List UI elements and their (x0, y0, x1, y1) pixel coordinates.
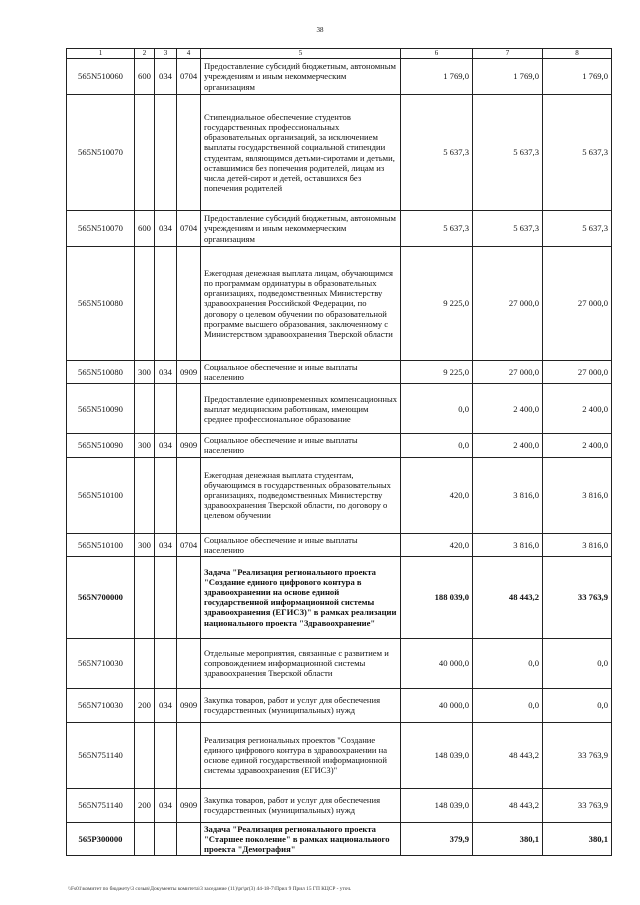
amount-col8-cell: 27 000,0 (543, 361, 612, 384)
amount-col7-cell: 48 443,2 (473, 722, 543, 788)
table-row (67, 434, 612, 457)
page-number: 38 (316, 26, 324, 34)
amount-col6-cell: 148 039,0 (401, 722, 473, 788)
description-cell: Предоставление единовременных компенсационных выплат медицинским работникам, имеющим среднее профессиональное образование (201, 384, 401, 434)
description-cell: Задача "Реализация регионального проекта "Создание единого цифрового контура в здравоохранении на основе единой государственной информационной системы здравоохранения (ЕГИСЗ)" в рамках реализации национального проекта "Здравоохранение" (201, 556, 401, 638)
description-cell: Социальное обеспечение и иные выплаты населению (201, 533, 401, 556)
amount-col7-cell: 2 400,0 (473, 384, 543, 434)
file-path-footer: \\Fs01\комитет по бюджету\3 созыв\Документы комитета\3 заседание (11)\pr\pr(3) 44-18-7\Прил 9 Прил 15 ГП КЦСР - уточ. (68, 886, 352, 892)
kcsr-code-cell: 565N510100 (67, 533, 135, 556)
vr-code-cell (135, 95, 155, 211)
description-cell: Отдельные мероприятия, связанные с развитием и сопровождением информационной системы здравоохранения Тверской области (201, 638, 401, 688)
description-cell: Закупка товаров, работ и услуг для обеспечения государственных (муниципальных) нужд (201, 688, 401, 722)
table-row (67, 384, 612, 434)
table-row (67, 722, 612, 788)
rz-code-cell: 034 (155, 434, 177, 457)
amount-col8-cell: 2 400,0 (543, 384, 612, 434)
amount-col6-cell: 0,0 (401, 384, 473, 434)
rz-code-cell (155, 638, 177, 688)
pr-code-cell: 0704 (177, 533, 201, 556)
amount-col7-cell: 0,0 (473, 688, 543, 722)
amount-col8-cell: 27 000,0 (543, 247, 612, 361)
description-cell: Закупка товаров, работ и услуг для обеспечения государственных (муниципальных) нужд (201, 788, 401, 822)
vr-code-cell: 600 (135, 59, 155, 95)
amount-col6-cell: 0,0 (401, 434, 473, 457)
amount-col7-cell: 3 816,0 (473, 457, 543, 533)
table-row (67, 533, 612, 556)
vr-code-cell (135, 556, 155, 638)
kcsr-code-cell: 565N751140 (67, 788, 135, 822)
table-row (67, 247, 612, 361)
description-cell: Предоставление субсидий бюджетным, автономным учреждениям и иным некоммерческим организациям (201, 59, 401, 95)
pr-code-cell (177, 95, 201, 211)
amount-col6-cell: 5 637,3 (401, 95, 473, 211)
pr-code-cell (177, 556, 201, 638)
description-cell: Задача "Реализация регионального проекта "Старшее поколение" в рамках национального проекта "Демография" (201, 822, 401, 855)
rz-code-cell (155, 722, 177, 788)
rz-code-cell: 034 (155, 59, 177, 95)
amount-col7-cell: 48 443,2 (473, 788, 543, 822)
rz-code-cell (155, 556, 177, 638)
amount-col7-cell: 0,0 (473, 638, 543, 688)
pr-code-cell: 0704 (177, 211, 201, 247)
kcsr-code-cell: 565N710030 (67, 688, 135, 722)
kcsr-code-cell: 565N710030 (67, 638, 135, 688)
vr-code-cell: 300 (135, 533, 155, 556)
rz-code-cell (155, 457, 177, 533)
header-cell: 4 (177, 49, 201, 59)
amount-col8-cell: 33 763,9 (543, 556, 612, 638)
pr-code-cell: 0909 (177, 788, 201, 822)
amount-col6-cell: 9 225,0 (401, 247, 473, 361)
amount-col8-cell: 0,0 (543, 688, 612, 722)
description-cell: Ежегодная денежная выплата лицам, обучающимся по программам ординатуры в образовательных организациях, подведомственных Министерству здравоохранения Российской Федерации, по договору о целевом обучении по образовательной программе высшего образования, заключенному с Министерством здравоохранения Тверской области (201, 247, 401, 361)
description-cell: Предоставление субсидий бюджетным, автономным учреждениям и иным некоммерческим организациям (201, 211, 401, 247)
table-row (67, 688, 612, 722)
amount-col8-cell: 380,1 (543, 822, 612, 855)
table-row (67, 788, 612, 822)
kcsr-code-cell: 565N510060 (67, 59, 135, 95)
amount-col7-cell: 48 443,2 (473, 556, 543, 638)
table-row (67, 556, 612, 638)
budget-table (66, 48, 612, 856)
vr-code-cell (135, 638, 155, 688)
rz-code-cell: 034 (155, 688, 177, 722)
table-row (67, 211, 612, 247)
table-row (67, 95, 612, 211)
kcsr-code-cell: 565N751140 (67, 722, 135, 788)
amount-col7-cell: 27 000,0 (473, 247, 543, 361)
pr-code-cell (177, 247, 201, 361)
table-row (67, 361, 612, 384)
header-cell: 3 (155, 49, 177, 59)
amount-col8-cell: 5 637,3 (543, 95, 612, 211)
vr-code-cell (135, 457, 155, 533)
kcsr-code-cell: 565N510080 (67, 247, 135, 361)
kcsr-code-cell: 565N510090 (67, 384, 135, 434)
header-cell: 8 (543, 49, 612, 59)
description-cell: Социальное обеспечение и иные выплаты населению (201, 434, 401, 457)
amount-col6-cell: 1 769,0 (401, 59, 473, 95)
header-cell: 1 (67, 49, 135, 59)
table-row (67, 59, 612, 95)
kcsr-code-cell: 565N700000 (67, 556, 135, 638)
kcsr-code-cell: 565N510070 (67, 211, 135, 247)
amount-col6-cell: 379,9 (401, 822, 473, 855)
vr-code-cell (135, 384, 155, 434)
pr-code-cell (177, 638, 201, 688)
amount-col6-cell: 188 039,0 (401, 556, 473, 638)
kcsr-code-cell: 565N510090 (67, 434, 135, 457)
pr-code-cell (177, 822, 201, 855)
amount-col6-cell: 40 000,0 (401, 688, 473, 722)
vr-code-cell: 300 (135, 361, 155, 384)
kcsr-code-cell: 565N510070 (67, 95, 135, 211)
amount-col6-cell: 420,0 (401, 533, 473, 556)
kcsr-code-cell: 565P300000 (67, 822, 135, 855)
amount-col6-cell: 5 637,3 (401, 211, 473, 247)
kcsr-code-cell: 565N510080 (67, 361, 135, 384)
amount-col8-cell: 5 637,3 (543, 211, 612, 247)
vr-code-cell: 200 (135, 688, 155, 722)
header-cell: 7 (473, 49, 543, 59)
amount-col7-cell: 380,1 (473, 822, 543, 855)
rz-code-cell (155, 384, 177, 434)
vr-code-cell (135, 822, 155, 855)
pr-code-cell: 0704 (177, 59, 201, 95)
table-row (67, 638, 612, 688)
amount-col7-cell: 27 000,0 (473, 361, 543, 384)
header-cell: 6 (401, 49, 473, 59)
rz-code-cell: 034 (155, 788, 177, 822)
pr-code-cell (177, 722, 201, 788)
vr-code-cell: 200 (135, 788, 155, 822)
kcsr-code-cell: 565N510100 (67, 457, 135, 533)
column-number-header-row (67, 49, 612, 59)
amount-col8-cell: 33 763,9 (543, 788, 612, 822)
description-cell: Стипендиальное обеспечение студентов государственных профессиональных образовательных организаций, за исключением выплаты государственной социальной стипендии студентам, являющимся детьми-сиротами и детьми, оставшимися без попечения родителей, лицам из числа детей-сирот и детей, оставшихся без попечения родителей (201, 95, 401, 211)
amount-col8-cell: 1 769,0 (543, 59, 612, 95)
amount-col7-cell: 2 400,0 (473, 434, 543, 457)
table-row (67, 822, 612, 855)
amount-col7-cell: 5 637,3 (473, 95, 543, 211)
vr-code-cell: 600 (135, 211, 155, 247)
amount-col6-cell: 420,0 (401, 457, 473, 533)
rz-code-cell: 034 (155, 361, 177, 384)
header-cell: 5 (201, 49, 401, 59)
rz-code-cell (155, 95, 177, 211)
vr-code-cell (135, 722, 155, 788)
description-cell: Ежегодная денежная выплата студентам, обучающимся в государственных образовательных организациях, подведомственных Министерству здравоохранения Тверской области, по договору о целевом обучении (201, 457, 401, 533)
amount-col8-cell: 3 816,0 (543, 457, 612, 533)
amount-col6-cell: 9 225,0 (401, 361, 473, 384)
description-cell: Социальное обеспечение и иные выплаты населению (201, 361, 401, 384)
table-row (67, 457, 612, 533)
amount-col8-cell: 0,0 (543, 638, 612, 688)
table-body (67, 49, 612, 856)
pr-code-cell (177, 384, 201, 434)
header-cell: 2 (135, 49, 155, 59)
pr-code-cell: 0909 (177, 688, 201, 722)
rz-code-cell (155, 822, 177, 855)
amount-col8-cell: 33 763,9 (543, 722, 612, 788)
vr-code-cell (135, 247, 155, 361)
rz-code-cell: 034 (155, 211, 177, 247)
amount-col6-cell: 148 039,0 (401, 788, 473, 822)
vr-code-cell: 300 (135, 434, 155, 457)
amount-col8-cell: 2 400,0 (543, 434, 612, 457)
pr-code-cell: 0909 (177, 361, 201, 384)
amount-col7-cell: 5 637,3 (473, 211, 543, 247)
amount-col7-cell: 1 769,0 (473, 59, 543, 95)
amount-col8-cell: 3 816,0 (543, 533, 612, 556)
amount-col7-cell: 3 816,0 (473, 533, 543, 556)
rz-code-cell: 034 (155, 533, 177, 556)
pr-code-cell: 0909 (177, 434, 201, 457)
pr-code-cell (177, 457, 201, 533)
amount-col6-cell: 40 000,0 (401, 638, 473, 688)
description-cell: Реализация региональных проектов "Создание единого цифрового контура в здравоохранении на основе единой государственной информационной системы здравоохранения (ЕГИСЗ)" (201, 722, 401, 788)
rz-code-cell (155, 247, 177, 361)
